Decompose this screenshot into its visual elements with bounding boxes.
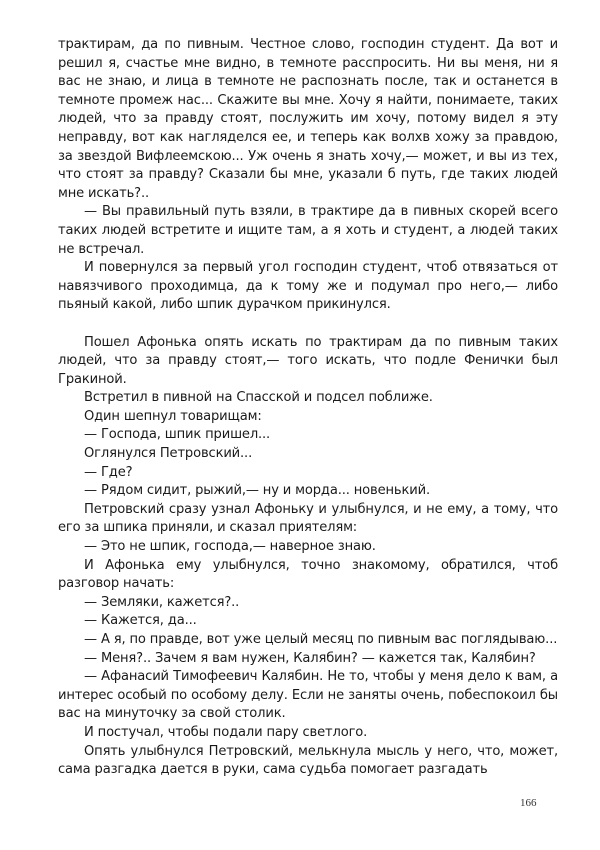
paragraph-19: И постучал, чтобы подали пару светлого. (84, 724, 368, 740)
paragraph-4: Пошел Афонька опять искать по трактирам да по пивным таких людей, что за правду стоят,— того искать, что подле Фенички был Гракиной. (58, 334, 558, 387)
paragraph-18: — Афанасий Тимофеевич Калябин. Не то, чтобы у меня дело к вам, а интерес особый по особому делу. Если не заняты очень, побеспокоил бы вас на минуточку за свой столик. (58, 669, 558, 722)
paragraph-11: Петровский сразу узнал Афоньку и улыбнулся, и не ему, а тому, что его за шпика приняли, и сказал приятелям: (58, 501, 558, 536)
paragraph-17: — Меня?.. Зачем я вам нужен, Калябин? — кажется так, Калябин? (84, 650, 536, 666)
paragraph-2: — Вы правильный путь взяли, в трактире да в пивных скорей всего таких людей встретите и ищите там, а я хоть и студент, а людей таких не встречал. (58, 204, 558, 257)
paragraph-14: — Земляки, кажется?.. (84, 594, 240, 610)
paragraph-20: Опять улыбнулся Петровский, мелькнула мысль у него, что, может, сама разгадка дается в руки, сама судьба помогает разгадать (58, 743, 558, 778)
paragraph-13: И Афонька ему улыбнулся, точно знакомому, обратился, чтоб разговор начать: (58, 557, 558, 592)
body-text (58, 36, 558, 780)
paragraph-15: — Кажется, да... (84, 613, 197, 629)
paragraph-6: Один шепнул товарищам: (84, 408, 262, 424)
paragraph-3: И повернулся за первый угол господин студент, чтоб отвязаться от навязчивого проходимца, да к тому же и подумал про него,— либо пьяный какой, либо шпик дурачком прикинулся. (58, 260, 558, 313)
paragraph-10: — Рядом сидит, рыжий,— ну и морда... новенький. (84, 483, 430, 499)
paragraph-8: Оглянулся Петровский... (84, 446, 253, 462)
paragraph-1: трактирам, да по пивным. Честное слово, господин студент. Да вот и решил я, счастье мне видно, в темноте расспросить. Ни вы меня, ни я вас не знаю, и лица в темноте не распознать после, так и останется в темноте промеж нас... Скажите вы мне. Хочу я найти, понимаете, таких людей, что за правду стоят, послужить им хочу, потому видел я эту неправду, вот как нагляделся ее, и теперь как волхв хожу за правдою, за звездой Вифлеемскою... Уж очень я знать хочу,— может, и вы из тех, что стоят за правду? Сказали бы мне, указали б путь, где таких людей мне искать?.. (58, 37, 558, 201)
paragraph-16: — А я, по правде, вот уже целый месяц по пивным вас поглядываю... (84, 632, 558, 647)
paragraph-7: — Господа, шпик пришел... (84, 427, 271, 443)
paragraph-9: — Где? (84, 464, 133, 480)
paragraph-12: — Это не шпик, господа,— наверное знаю. (84, 539, 376, 555)
paragraph-5: Встретил в пивной на Спасской и подсел поближе. (84, 390, 433, 406)
page-number: 166 (520, 797, 537, 809)
